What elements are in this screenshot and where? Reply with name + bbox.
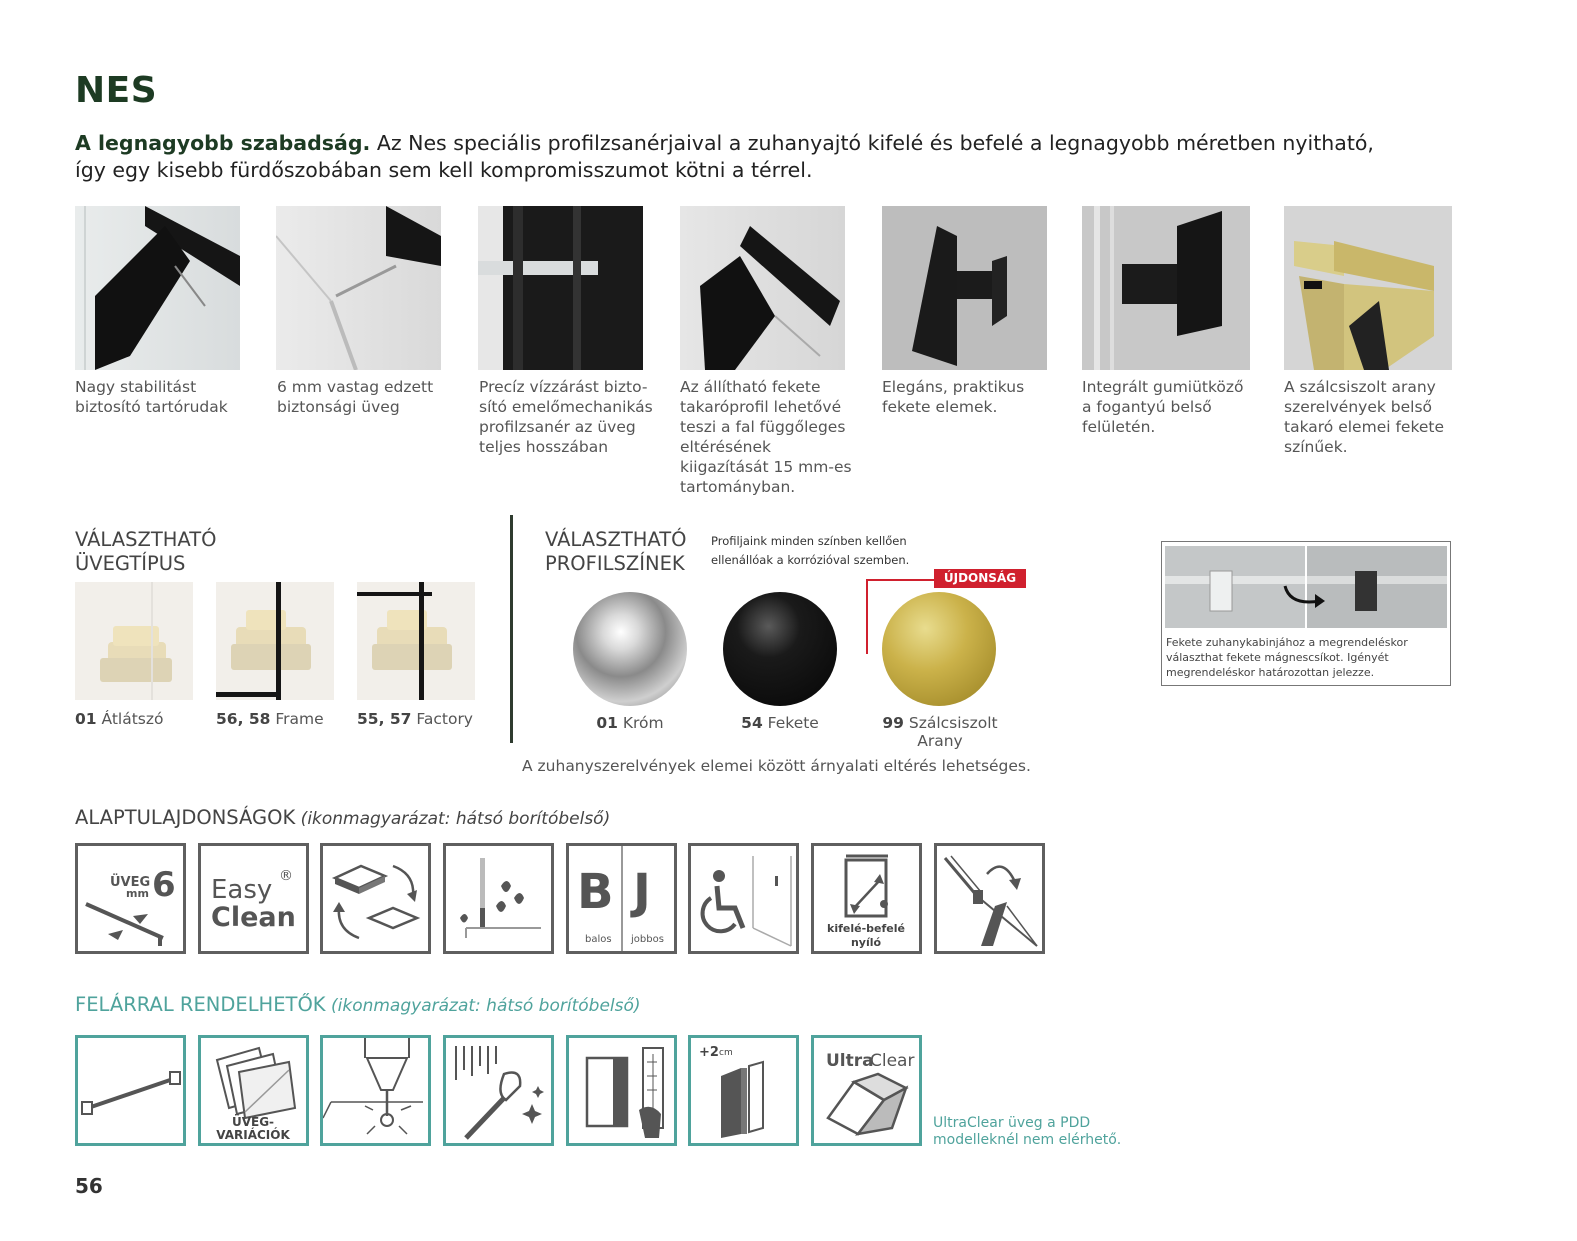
feature-photo-lift-hinge (478, 206, 643, 370)
glass-photo-factory (357, 582, 475, 700)
glass-heading: VÁLASZTHATÓ ÜVEGTÍPUS (75, 528, 217, 575)
profile-colors-note: Profiljaink minden színben kellően ellenállóak a korrózióval szemben. (711, 534, 910, 567)
magnet-note-text: Fekete zuhanykabinjához a megrendeléskor választhat fekete mágnescsíkot. Igényét megrendeléskor határozottan jelezze. (1166, 636, 1408, 679)
plus-2cm-icon (688, 1035, 799, 1146)
feature-caption: Nagy stabilitást biztosító tartórudak (75, 378, 228, 416)
svg-text:nyíló: nyíló (850, 936, 882, 949)
coating-brush-icon (443, 1035, 554, 1146)
feature-caption: Precíz vízzárást bizto- sító emelőmechanikás profilzsanér az üveg teljes hosszában (479, 378, 653, 456)
profile-colors-heading: VÁLASZTHATÓ PROFILSZÍNEK (545, 528, 687, 575)
new-badge: ÚJDONSÁG (934, 569, 1026, 588)
glass-caption-frame: 56, 58 Frame (216, 710, 324, 728)
svg-text:ÜVEG: ÜVEG (110, 875, 151, 890)
towel-bar-icon (75, 1035, 186, 1146)
intro-bold: A legnagyobb szabadság. (75, 131, 371, 155)
intro-text (75, 130, 1375, 184)
custom-height-icon (566, 1035, 677, 1146)
svg-text:J: J (633, 864, 651, 920)
color-caption-black: 54 Fekete (741, 714, 819, 732)
feature-caption: Elegáns, praktikus fekete elemek. (882, 378, 1025, 416)
svg-text:Clean: Clean (211, 902, 296, 933)
easy-clean-icon (198, 843, 309, 954)
magnet-strip-illustration (1165, 546, 1453, 636)
svg-text:6: 6 (152, 865, 176, 905)
feature-caption: 6 mm vastag edzett biztonsági üveg (277, 378, 434, 416)
in-out-opening-icon (811, 843, 922, 954)
color-swatch-black (723, 592, 837, 706)
feature-caption: A szálcsiszolt arany szerelvények belső takaró elemei fekete színűek. (1284, 378, 1445, 456)
glass-photo-clear (75, 582, 193, 700)
new-bracket-line (866, 579, 868, 654)
water-drops-icon (443, 843, 554, 954)
svg-text:Clear: Clear (870, 1051, 915, 1071)
svg-text:VARIÁCIÓK: VARIÁCIÓK (216, 1128, 290, 1142)
svg-text:mm: mm (126, 887, 149, 900)
feature-photo-support-rod (75, 206, 240, 370)
svg-text:ÜVEG-: ÜVEG- (231, 1115, 275, 1129)
svg-text:jobbos: jobbos (631, 934, 664, 945)
color-caption-gold: 99 Szálcsiszolt Arany (882, 714, 998, 750)
glass-6mm-icon (75, 843, 186, 954)
svg-text:cm: cm (719, 1048, 733, 1058)
color-caption-chrome: 01 Króm (596, 714, 664, 732)
basic-properties-heading: ALAPTULAJDONSÁGOK (ikonmagyarázat: hátsó borítóbelső) (75, 806, 611, 829)
feature-photo-rubber-bumper (1082, 206, 1250, 370)
extra-options-heading: FELÁRRAL RENDELHETŐK (ikonmagyarázat: hátsó borítóbelső) (75, 993, 641, 1016)
svg-text:®: ® (279, 868, 293, 884)
glass-variations-icon (198, 1035, 309, 1146)
color-swatch-chrome (573, 592, 687, 706)
accessible-icon (688, 843, 799, 954)
svg-text:Ultra: Ultra (826, 1051, 874, 1071)
ultraclear-note: UltraClear üveg a PDD modelleknél nem elérhető. (933, 1115, 1122, 1148)
profile-colors-footnote: A zuhanyszerelvények elemei között árnyalati eltérés lehetséges. (522, 757, 1031, 775)
drilling-icon (320, 1035, 431, 1146)
svg-text:+2: +2 (699, 1045, 719, 1060)
feature-photo-tempered-glass (276, 206, 441, 370)
section-divider (510, 515, 513, 743)
feature-photo-cover-profile (680, 206, 845, 370)
page-number: 56 (75, 1174, 103, 1198)
svg-text:Easy: Easy (211, 875, 273, 905)
svg-text:kifelé-befelé: kifelé-befelé (827, 922, 905, 935)
color-swatch-gold (882, 592, 996, 706)
left-right-icon (566, 843, 677, 954)
feature-photo-gold-fittings (1284, 206, 1452, 370)
reversible-tray-icon (320, 843, 431, 954)
feature-caption: Az állítható fekete takaróprofil lehetővé teszi a fal függőleges eltérésének kiigazítását 15 mm-es tartományban. (680, 378, 852, 496)
hinge-profile-icon (934, 843, 1045, 954)
glass-caption-factory: 55, 57 Factory (357, 710, 473, 728)
new-bracket-line (866, 579, 936, 581)
ultraclear-icon (811, 1035, 922, 1146)
page-title: NES (75, 70, 158, 111)
feature-caption: Integrált gumiütköző a fogantyú belső felületén. (1082, 378, 1244, 436)
magnet-note-box (1161, 541, 1451, 686)
feature-photo-black-elements (882, 206, 1047, 370)
glass-photo-frame (216, 582, 334, 700)
svg-text:balos: balos (585, 934, 612, 945)
intro-rest: Az Nes speciális profilzsanérjaival a zuhanyajtó kifelé és befelé a legnagyobb méretben nyitható, így egy kisebb fürdőszobában sem kell kompromisszumot kötni a térrel. (75, 131, 1374, 182)
glass-caption-clear: 01 Átlátszó (75, 710, 164, 728)
svg-text:B: B (577, 864, 614, 920)
